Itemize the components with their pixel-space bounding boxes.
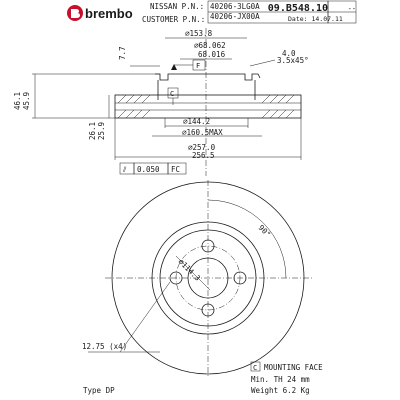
disc-type: Type DP [83, 386, 115, 395]
front-view [82, 180, 312, 376]
section-view [13, 28, 309, 176]
dim-pcd: ∅114.3 [176, 257, 203, 283]
dim-max: ∅160.5MAX [182, 128, 223, 137]
mount-ref: C [253, 364, 258, 372]
date-label: Date: 14.07.11 [288, 15, 343, 23]
nissan-pn-1: 40206-3LG0A [210, 2, 260, 11]
friction-ring-left [118, 95, 150, 118]
dim-disc-2: 256.5 [192, 151, 215, 160]
friction-ring-right [262, 95, 294, 118]
footer-notes [83, 362, 323, 395]
dim-hat-depth: 7.7 [118, 46, 127, 60]
dim-inner: ∅144.2 [183, 117, 211, 126]
tol-ref: FC [171, 165, 181, 174]
dim-hat-1: ∅68.062 [194, 41, 226, 50]
dim-disc-1: ∅257.0 [188, 143, 216, 152]
tol-value: 0.050 [137, 165, 160, 174]
title-block [67, 1, 356, 24]
dim-chamfer-1: 4.0 [282, 49, 296, 58]
brembo-logo [67, 5, 133, 21]
nissan-pn-label: NISSAN P.N.: [150, 2, 205, 11]
dim-thick-2: 25.9 [97, 121, 106, 140]
dim-holes: 12.75 (x4) [82, 342, 128, 351]
dim-chamfer-2: 3.5x45° [277, 56, 309, 65]
min-thickness: Min. TH 24 mm [251, 375, 310, 384]
dim-thick-1: 26.1 [88, 121, 97, 140]
mount-label: MOUNTING FACE [264, 363, 323, 372]
angle-90: 90° [256, 223, 273, 239]
datum-f: F [196, 62, 201, 70]
dim-outer: ∅153.8 [185, 29, 213, 38]
hat-top-profile [155, 74, 260, 80]
nissan-pn-2: 40206-JX00A [210, 12, 260, 21]
angle-arc [208, 200, 286, 278]
weight: Weight 6.2 Kg [251, 386, 310, 395]
dim-hat-2: 68.016 [198, 50, 226, 59]
dim-height-2: 45.9 [22, 91, 31, 110]
tol-symbol: ⫽ [123, 165, 127, 174]
part-number: 09.B548.10 [267, 3, 328, 14]
brand-wordmark: brembo [85, 6, 133, 21]
dim-height-1: 46.1 [13, 91, 22, 110]
revision: -- [347, 5, 356, 13]
datum-c: C [170, 90, 175, 98]
customer-pn-label: CUSTOMER P.N.: [142, 15, 206, 24]
